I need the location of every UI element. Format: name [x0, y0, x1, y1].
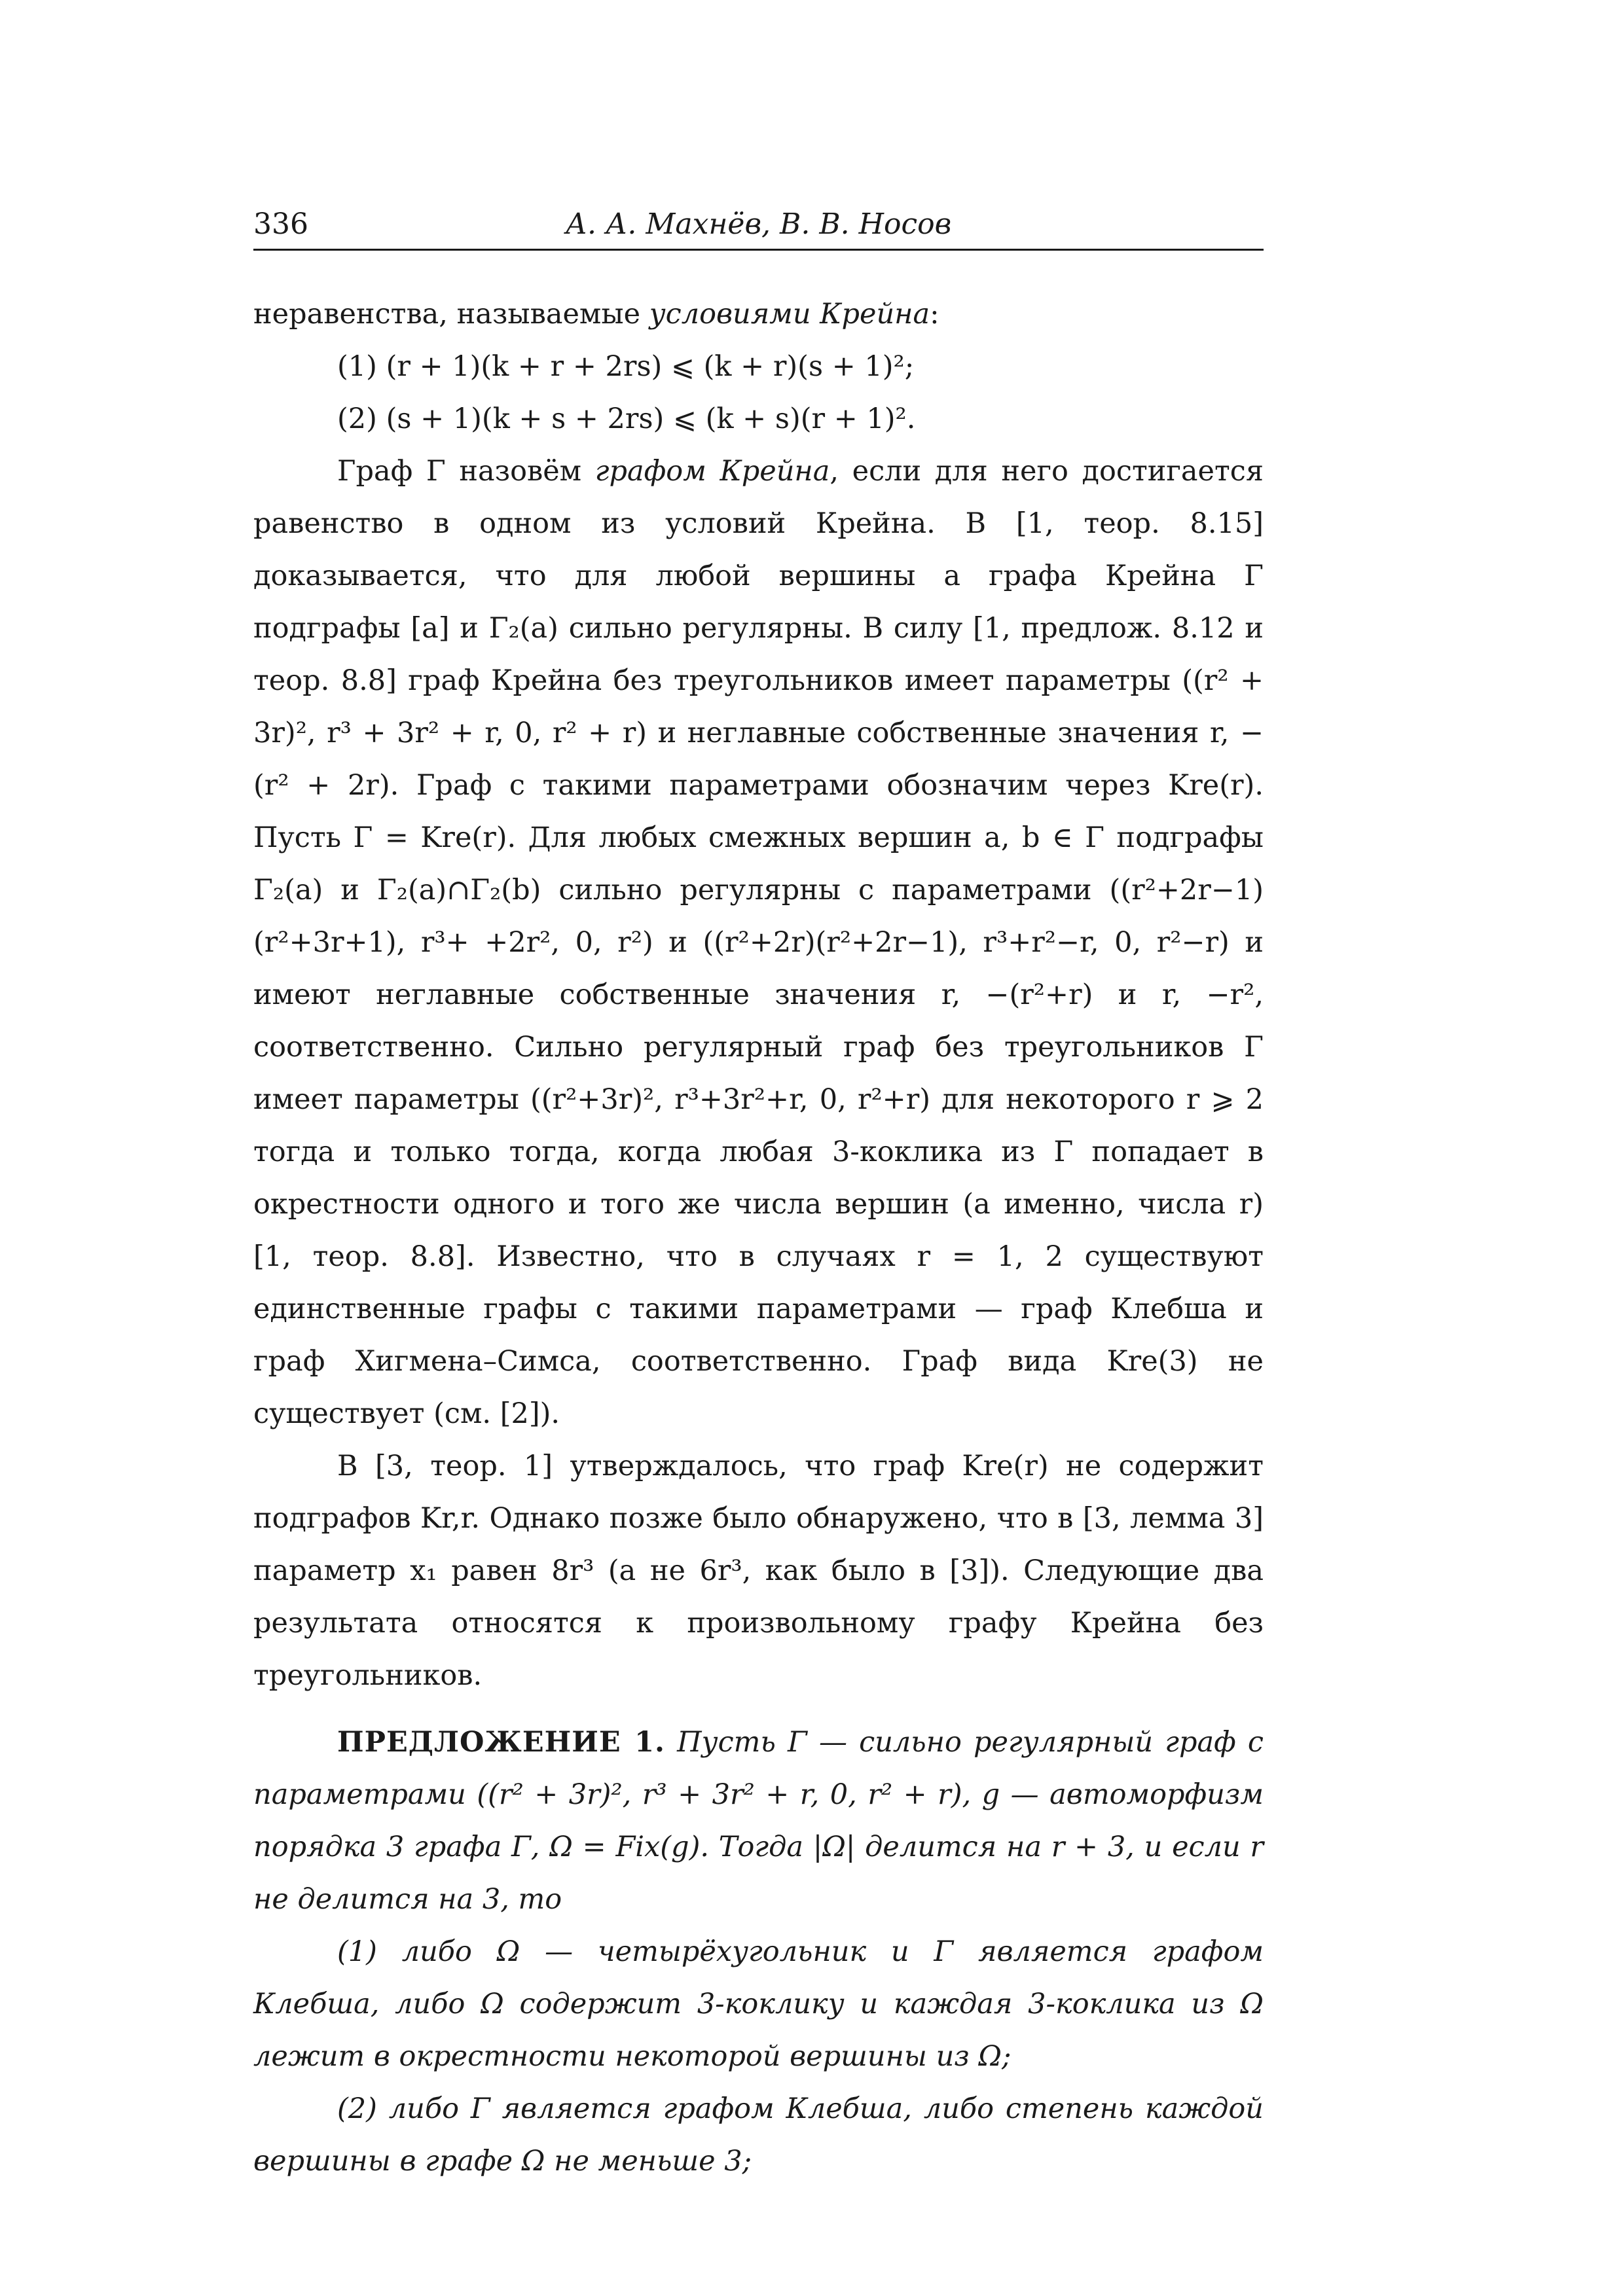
intro-line	[253, 288, 1264, 340]
proposition-item-2: (2) либо Γ является графом Клебша, либо степень каждой вершины в графе Ω не меньше 3;	[253, 2092, 1264, 2178]
header-rule	[253, 249, 1264, 251]
krein-condition-2: (2) (s + 1)(k + s + 2rs) ⩽ (k + s)(r + 1)².	[337, 403, 916, 435]
proposition-statement: Пусть Γ — сильно регулярный граф с параметрами ((r² + 3r)², r³ + 3r² + r, 0, r² + r), g — автоморфизм порядка 3 графа Γ, Ω = Fix(g). Тогда |Ω| делится на r + 3, и если r не делится на 3, то	[253, 1726, 1264, 1916]
main-text	[253, 288, 1264, 2187]
proposition-1	[253, 1716, 1264, 1926]
page-number: 336	[253, 207, 308, 241]
intro-tail: :	[930, 298, 939, 331]
intro-emphasis: условиями Крейна	[649, 298, 930, 331]
paragraph-krein-graph	[253, 445, 1264, 1440]
page-header	[253, 202, 1264, 247]
krein-condition-1: (1) (r + 1)(k + r + 2rs) ⩽ (k + r)(s + 1)²;	[337, 350, 915, 383]
intro-text: неравенства, называемые	[253, 298, 649, 331]
proposition-item-1: (1) либо Ω — четырёхугольник и Γ является графом Клебша, либо Ω содержит 3-коклику и каждая 3-коклика из Ω лежит в окрестности некоторой вершины из Ω;	[253, 1935, 1264, 2073]
paragraph1-lead: Граф Γ назовём	[337, 455, 595, 488]
paragraph-subgraphs: В [3, теор. 1] утверждалось, что граф Kre(r) не содержит подграфов Kr,r. Однако позже было обнаружено, что в [3, лемма 3] параметр x₁ равен 8r³ (а не 6r³, как было в [3]). Следующие два результата относятся к произвольному графу Крейна без треугольников.	[253, 1450, 1264, 1692]
running-title: А. А. Махнёв, В. В. Носов	[565, 207, 952, 241]
paragraph1-rest: , если для него достигается равенство в одном из условий Крейна. В [1, теор. 8.15] доказывается, что для любой вершины a графа Крейна Γ подграфы [a] и Γ₂(a) сильно регулярны. В силу [1, предлож. 8.12 и теор. 8.8] граф Крейна без треугольников имеет параметры ((r² + 3r)², r³ + 3r² + r, 0, r² + r) и неглавные собственные значения r, −(r² + 2r). Граф с такими параметрами обозначим через Kre(r). Пусть Γ = Kre(r). Для любых смежных вершин a, b ∈ Γ подграфы Γ₂(a) и Γ₂(a)∩Γ₂(b) сильно регулярны с параметрами ((r²+2r−1)(r²+3r+1), r³+ +2r², 0, r²) и ((r²+2r)(r²+2r−1), r³+r²−r, 0, r²−r) и имеют неглавные собственные значения r, −(r²+r) и r, −r², соответственно. Сильно регулярный граф без треугольников Γ имеет параметры ((r²+3r)², r³+3r²+r, 0, r²+r) для некоторого r ⩾ 2 тогда и только тогда, когда любая 3-коклика из Γ попадает в окрестности одного и того же числа вершин (а именно, числа r) [1, теор. 8.8]. Известно, что в случаях r = 1, 2 существуют единственные графы с такими параметрами — граф Клебша и граф Хигмена–Симса, соответственно. Граф вида Kre(3) не существует (см. [2]).	[253, 455, 1264, 1430]
paragraph1-emphasis: графом Крейна	[594, 455, 830, 488]
proposition-label: ПРЕДЛОЖЕНИЕ 1.	[337, 1726, 665, 1759]
